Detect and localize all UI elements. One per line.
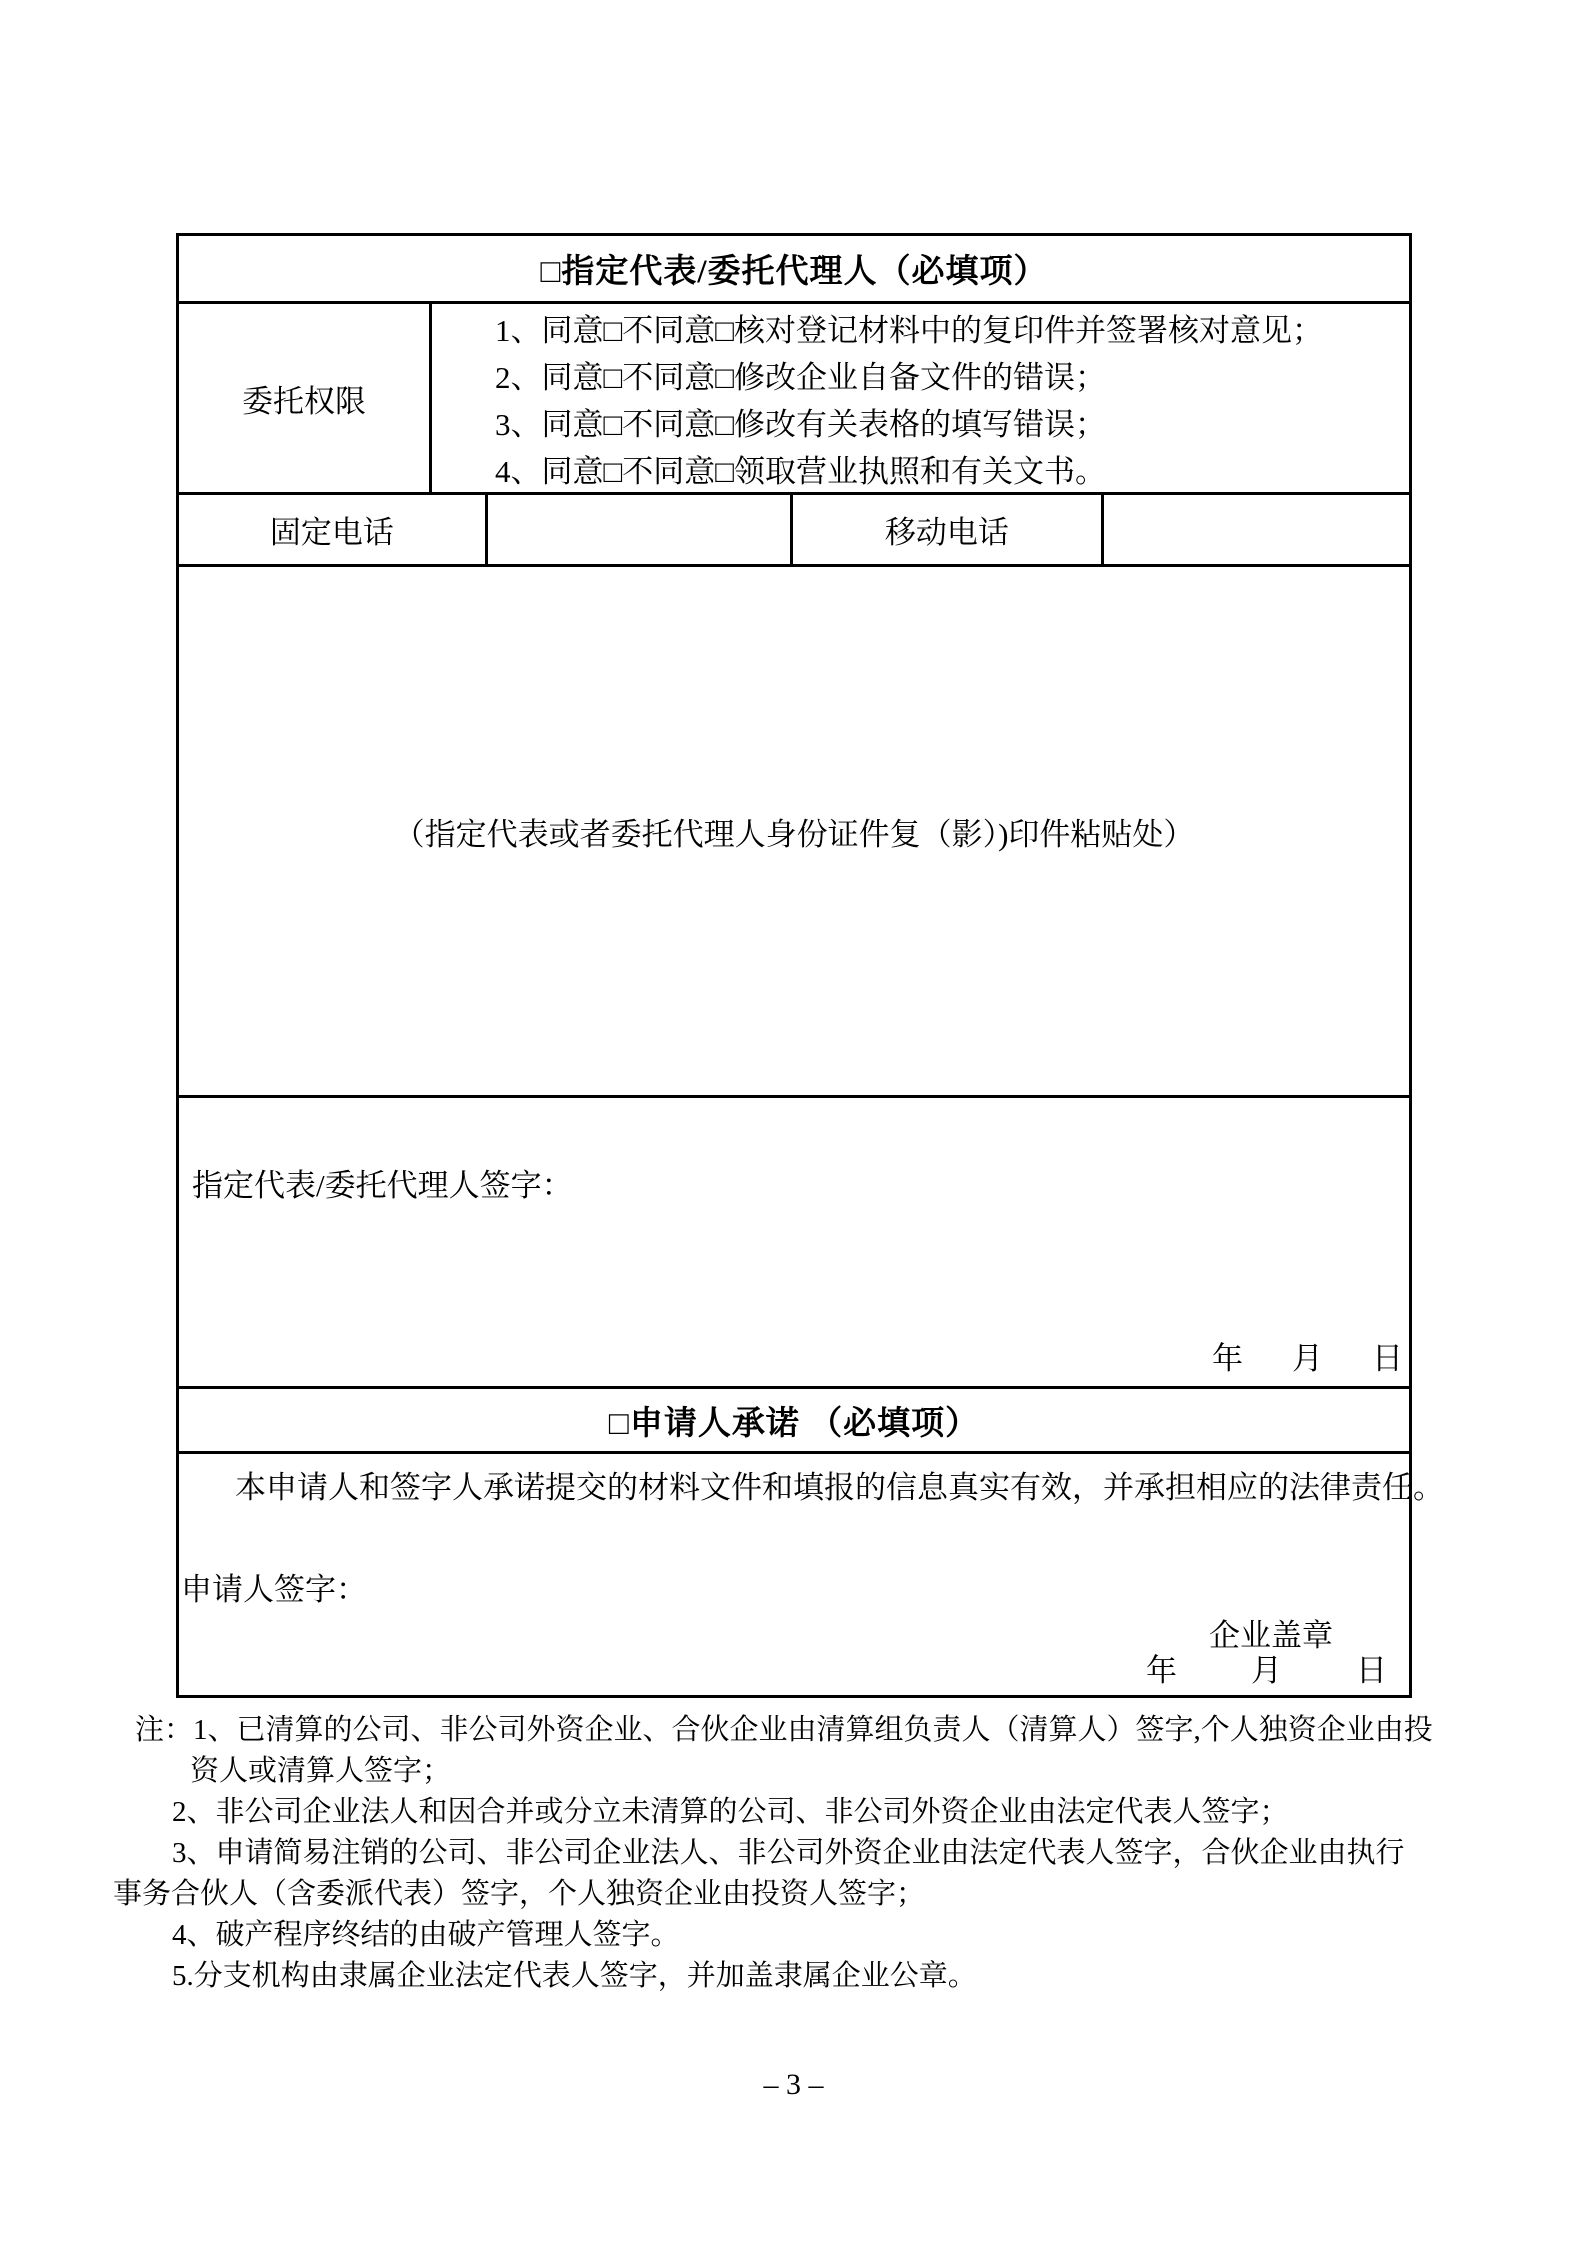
fixed-phone-input-cell[interactable] (488, 495, 793, 564)
note-line-3: 2、非公司企业法人和因合并或分立未清算的公司、非公司外资企业由法定代表人签字； (172, 1796, 1289, 1828)
year-label: 年 (1212, 1341, 1243, 1376)
applicant-promise-area[interactable] (179, 1454, 1444, 1695)
promise-section-title: □申请人承诺 （必填项） (608, 1405, 980, 1442)
promise-section-header-row (179, 1389, 1409, 1454)
authority-label-cell (179, 304, 432, 492)
applicant-date-line (1146, 1645, 1387, 1690)
day-label: 日 (1372, 1341, 1403, 1376)
fixed-phone-label: 固定电话 (269, 515, 394, 550)
authority-options-cell (432, 304, 1409, 492)
delegate-signature-area[interactable] (179, 1098, 1409, 1389)
note-line-5: 事务合伙人（含委派代表）签字，个人独资企业由投资人签字； (113, 1878, 926, 1910)
authority-option-3: 3、同意□不同意□修改有关表格的填写错误； (495, 407, 1106, 442)
phone-row (179, 495, 1409, 567)
delegate-section-title: □指定代表/委托代理人（必填项） (540, 254, 1048, 290)
authority-option-2: 2、同意□不同意□修改企业自备文件的错误； (495, 360, 1106, 395)
note-line-7: 5.分支机构由隶属企业法定代表人签字，并加盖隶属企业公章。 (172, 1960, 977, 1992)
delegate-date-line (1212, 1333, 1403, 1378)
mobile-phone-input-cell[interactable] (1104, 495, 1409, 564)
note-line-2: 资人或清算人签字； (190, 1755, 452, 1787)
note-line-6: 4、破产程序终结的由破产管理人签字。 (172, 1919, 680, 1951)
mobile-phone-label: 移动电话 (884, 515, 1009, 550)
note-line-1: 注：1、已清算的公司、非公司外资企业、合伙企业由清算组负责人（清算人）签字,个人独资企业由投 (135, 1714, 1433, 1746)
fixed-phone-label-cell (179, 495, 488, 564)
year-label: 年 (1146, 1653, 1177, 1688)
authority-option-4: 4、同意□不同意□领取营业执照和有关文书。 (495, 454, 1106, 489)
id-copy-paste-area[interactable] (179, 567, 1409, 1098)
month-label: 月 (1292, 1341, 1323, 1376)
note-line-4: 3、申请简易注销的公司、非公司企业法人、非公司外资企业由法定代表人签字，合伙企业由执行 (172, 1837, 1405, 1869)
day-label: 日 (1356, 1653, 1387, 1688)
mobile-phone-label-cell (793, 495, 1105, 564)
delegate-agent-form-table (176, 233, 1444, 1698)
applicant-signature-label: 申请人签字： (181, 1572, 367, 1607)
id-copy-paste-hint: （指定代表或者委托代理人身份证件复（影）)印件粘贴处） (393, 816, 1195, 852)
page-number: – 3 – (763, 2068, 824, 2101)
promise-statement: 本申请人和签字人承诺提交的材料文件和填报的信息真实有效，并承担相应的法律责任。 (235, 1470, 1444, 1505)
authority-label: 委托权限 (242, 383, 366, 419)
notes-block (0, 1710, 1587, 1997)
company-seal-label: 企业盖章 (1209, 1618, 1333, 1653)
authority-row (179, 304, 1409, 495)
month-label: 月 (1251, 1653, 1282, 1688)
delegate-section-header-row (179, 236, 1409, 304)
authority-option-1: 1、同意□不同意□核对登记材料中的复印件并签署核对意见； (495, 313, 1323, 348)
delegate-signature-label: 指定代表/委托代理人签字： (192, 1168, 573, 1203)
